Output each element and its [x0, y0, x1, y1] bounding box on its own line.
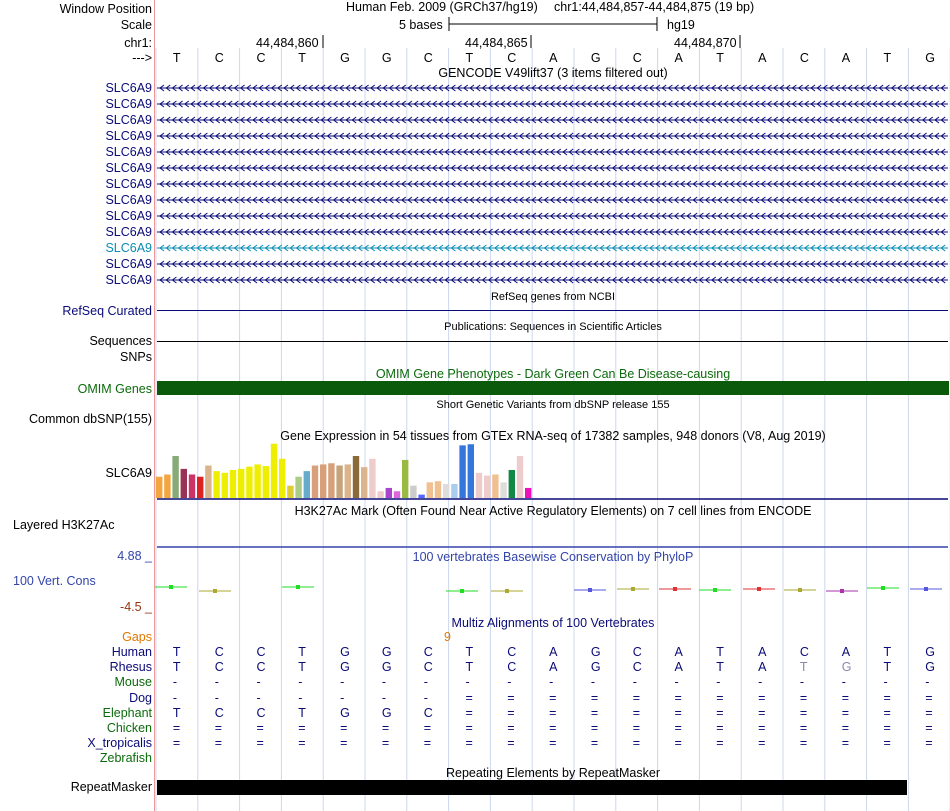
- gencode-transcript-label[interactable]: SLC6A9: [105, 161, 152, 175]
- dbsnp-track-label[interactable]: Common dbSNP(155): [29, 412, 152, 426]
- alignment-base: C: [423, 705, 433, 720]
- base-letter: C: [423, 51, 433, 65]
- gtex-bar: [263, 466, 269, 498]
- omim-track-title: OMIM Gene Phenotypes - Dark Green Can Be Disease-causing: [375, 367, 731, 381]
- alignment-base: =: [674, 736, 682, 751]
- position-title: chr1:44,484,857-44,484,875 (19 bp): [554, 0, 755, 14]
- alignment-base: =: [799, 705, 808, 720]
- phylop-score-mark: [840, 589, 844, 593]
- alignment-base: =: [590, 690, 599, 705]
- alignment-base: -: [256, 675, 261, 690]
- alignment-base: =: [214, 736, 222, 751]
- gtex-bar: [254, 464, 260, 498]
- alignment-base: C: [256, 705, 266, 720]
- base-letter: A: [758, 51, 767, 65]
- gtex-bar: [451, 484, 457, 498]
- phylop-track-title: 100 vertebrates Basewise Conservation by PhyloP: [412, 550, 694, 564]
- gtex-bar: [287, 486, 293, 498]
- scale-label: Scale: [120, 18, 152, 32]
- gtex-bar: [459, 445, 465, 498]
- species-label[interactable]: Rhesus: [109, 660, 152, 675]
- gencode-transcript-label[interactable]: SLC6A9: [105, 129, 152, 143]
- gencode-transcript-label[interactable]: SLC6A9: [105, 209, 152, 223]
- alignment-base: A: [674, 660, 683, 675]
- alignment-base: -: [172, 675, 178, 690]
- alignment-base: =: [716, 736, 724, 751]
- alignment-base: T: [172, 660, 181, 675]
- alignment-base: C: [632, 660, 642, 675]
- alignment-base: =: [674, 721, 682, 735]
- gtex-bar: [435, 481, 441, 498]
- species-label[interactable]: Mouse: [114, 675, 152, 690]
- alignment-base: -: [381, 690, 387, 705]
- gtex-bar: [295, 477, 301, 498]
- alignment-base: =: [925, 705, 933, 720]
- base-letter: A: [674, 51, 683, 65]
- repeatmasker-track-label[interactable]: RepeatMasker: [70, 780, 152, 794]
- scale-db: hg19: [667, 18, 695, 32]
- alignment-base: G: [381, 705, 392, 720]
- alignment-base: =: [883, 705, 891, 720]
- species-label[interactable]: Human: [111, 645, 152, 659]
- phylop-score-mark: [460, 589, 464, 593]
- alignment-base: -: [172, 690, 178, 705]
- alignment-base: =: [758, 721, 766, 735]
- base-letter: T: [172, 51, 181, 65]
- gtex-track-title: Gene Expression in 54 tissues from GTEx RNA-seq of 17382 samples, 948 donors (V8, Aug 2019): [280, 429, 826, 443]
- alignment-base: G: [590, 660, 601, 675]
- species-label[interactable]: Zebrafish: [99, 751, 152, 766]
- omim-bar: [157, 381, 949, 395]
- phylop-score-mark: [798, 588, 802, 592]
- gencode-transcript-label[interactable]: SLC6A9: [105, 177, 152, 191]
- gtex-bar: [386, 488, 392, 498]
- alignment-base: =: [925, 690, 933, 705]
- alignment-base: C: [214, 705, 224, 720]
- alignment-base: -: [256, 690, 261, 705]
- gtex-bar: [369, 459, 375, 498]
- alignment-base: =: [256, 736, 264, 751]
- alignment-base: =: [925, 721, 933, 735]
- gtex-bar: [353, 456, 359, 498]
- gtex-bar: [427, 482, 433, 498]
- alignment-base: T: [298, 705, 306, 720]
- alignment-base: =: [632, 705, 640, 720]
- gtex-bar: [156, 477, 162, 498]
- gtex-bar: [492, 474, 498, 498]
- alignment-base: -: [340, 690, 345, 705]
- gencode-transcript-label[interactable]: SLC6A9: [105, 193, 152, 207]
- alignment-base: -: [841, 675, 846, 690]
- base-letter: T: [298, 51, 306, 65]
- species-label[interactable]: Elephant: [102, 705, 152, 720]
- alignment-base: -: [381, 675, 387, 690]
- alignment-base: T: [172, 705, 181, 720]
- alignment-base: T: [883, 660, 892, 675]
- base-letter: A: [549, 51, 558, 65]
- alignment-base: -: [925, 675, 930, 690]
- gtex-bar: [418, 495, 424, 498]
- gtex-bar: [476, 473, 482, 498]
- phylop-score-mark: [881, 586, 885, 590]
- alignment-base: C: [799, 645, 809, 659]
- publications-track-title: Publications: Sequences in Scientific Articles: [444, 321, 662, 333]
- gtex-bar: [213, 471, 219, 498]
- alignment-base: G: [340, 705, 350, 720]
- ruler-tick-label: 44,484,860: [256, 36, 319, 50]
- alignment-base: =: [549, 690, 557, 705]
- base-letter: C: [507, 51, 517, 65]
- gencode-track-title: GENCODE V49lift37 (3 items filtered out): [438, 66, 668, 80]
- alignment-base: G: [925, 660, 936, 675]
- alignment-base: -: [298, 690, 303, 705]
- alignment-base: A: [674, 645, 683, 659]
- alignment-base: T: [716, 645, 724, 659]
- alignment-base: A: [549, 660, 558, 675]
- phylop-score-mark: [169, 585, 173, 589]
- base-letter: G: [381, 51, 392, 65]
- alignment-base: G: [381, 660, 392, 675]
- phylop-track-label[interactable]: 100 Vert. Cons: [13, 574, 96, 588]
- alignment-base: =: [758, 705, 766, 720]
- alignment-base: =: [799, 721, 808, 735]
- alignment-base: =: [883, 721, 891, 735]
- gtex-bar: [328, 463, 334, 498]
- alignment-base: =: [340, 736, 348, 751]
- gtex-bar: [304, 471, 310, 498]
- phylop-score-mark: [757, 587, 761, 591]
- alignment-base: =: [758, 690, 766, 705]
- alignment-base: =: [507, 721, 515, 735]
- phylop-score-mark: [213, 589, 217, 593]
- species-label[interactable]: Dog: [129, 690, 152, 705]
- alignment-base: G: [340, 660, 350, 675]
- gtex-bar: [197, 477, 203, 498]
- alignment-base: =: [423, 721, 431, 735]
- alignment-base: T: [465, 660, 474, 675]
- alignment-base: =: [841, 705, 849, 720]
- phylop-score-mark: [296, 585, 300, 589]
- alignment-base: =: [799, 690, 808, 705]
- gencode-transcript-label[interactable]: SLC6A9: [105, 257, 152, 271]
- alignment-base: =: [758, 736, 766, 751]
- alignment-base: =: [298, 736, 306, 751]
- alignment-base: =: [590, 721, 599, 735]
- alignment-base: T: [298, 645, 306, 659]
- alignment-base: =: [716, 721, 724, 735]
- alignment-base: -: [716, 675, 721, 690]
- gtex-bar: [402, 460, 408, 498]
- alignment-base: =: [298, 721, 306, 735]
- alignment-base: =: [716, 690, 724, 705]
- repeatmasker-bar: [157, 780, 907, 795]
- repeatmasker-track-title: Repeating Elements by RepeatMasker: [445, 766, 660, 780]
- phylop-score-mark: [673, 587, 677, 591]
- base-letter: C: [799, 51, 809, 65]
- alignment-base: =: [423, 736, 431, 751]
- alignment-base: A: [549, 645, 558, 659]
- alignment-base: =: [507, 736, 515, 751]
- gencode-transcript-label[interactable]: SLC6A9: [105, 273, 152, 287]
- gtex-bar: [172, 456, 178, 498]
- phylop-score-mark: [631, 587, 635, 591]
- phylop-score-mark: [588, 588, 592, 592]
- alignment-base: C: [423, 645, 433, 659]
- gtex-bar: [238, 469, 244, 498]
- alignment-base: C: [632, 645, 642, 659]
- h3k27ac-track-label[interactable]: Layered H3K27Ac: [13, 518, 115, 532]
- species-label[interactable]: X_tropicalis: [87, 736, 152, 751]
- alignment-base: =: [549, 736, 557, 751]
- gtex-bar: [312, 466, 318, 498]
- alignment-base: -: [507, 675, 512, 690]
- alignment-base: C: [507, 645, 517, 659]
- alignment-base: -: [799, 675, 805, 690]
- alignment-base: -: [632, 675, 637, 690]
- gtex-bar: [500, 482, 506, 498]
- gencode-transcript-label[interactable]: SLC6A9: [105, 81, 152, 95]
- gtex-bar: [181, 469, 187, 498]
- alignment-base: -: [423, 675, 428, 690]
- gtex-track-label[interactable]: SLC6A9: [105, 466, 152, 480]
- alignment-base: G: [381, 645, 392, 659]
- alignment-base: T: [172, 645, 181, 659]
- alignment-base: =: [507, 705, 515, 720]
- gtex-bar: [517, 456, 523, 498]
- alignment-base: =: [590, 736, 599, 751]
- base-letter: C: [214, 51, 224, 65]
- alignment-base: =: [340, 721, 348, 735]
- alignment-base: G: [590, 645, 601, 659]
- alignment-base: -: [214, 690, 219, 705]
- alignment-base: =: [841, 690, 849, 705]
- gencode-transcript-label[interactable]: SLC6A9: [105, 241, 152, 255]
- base-letter: A: [841, 51, 851, 65]
- alignment-base: =: [549, 705, 557, 720]
- refseq-track-label[interactable]: RefSeq Curated: [62, 304, 152, 318]
- alignment-base: =: [381, 736, 390, 751]
- alignment-base: =: [674, 690, 682, 705]
- base-letter: C: [256, 51, 266, 65]
- snps-track-label[interactable]: SNPs: [120, 350, 152, 364]
- phylop-score-mark: [713, 588, 717, 592]
- gtex-bar: [509, 470, 515, 498]
- alignment-base: =: [632, 690, 640, 705]
- alignment-base: =: [549, 721, 557, 735]
- scale-text: 5 bases: [399, 18, 443, 32]
- base-letter: T: [883, 51, 892, 65]
- base-letter: G: [925, 51, 936, 65]
- strand-label: --->: [132, 51, 152, 65]
- alignment-base: T: [799, 660, 808, 675]
- gtex-bar: [246, 467, 252, 498]
- publications-track-label[interactable]: Sequences: [89, 334, 152, 348]
- alignment-base: A: [841, 645, 851, 659]
- gtex-bar: [164, 474, 170, 498]
- gaps-value: 9: [444, 630, 451, 644]
- omim-track-label[interactable]: OMIM Genes: [77, 382, 152, 396]
- gtex-bar: [345, 464, 351, 498]
- alignment-base: C: [423, 660, 433, 675]
- refseq-track-title: RefSeq genes from NCBI: [490, 291, 616, 303]
- alignment-base: A: [758, 660, 767, 675]
- alignment-base: G: [841, 660, 852, 675]
- gtex-bar: [361, 467, 367, 498]
- multiz-track-title: Multiz Alignments of 100 Vertebrates: [451, 616, 655, 630]
- gtex-bar: [222, 473, 228, 498]
- alignment-base: -: [465, 675, 470, 690]
- alignment-base: =: [590, 705, 599, 720]
- base-letter: G: [590, 51, 601, 65]
- chrom-label: chr1:: [124, 36, 152, 50]
- alignment-base: -: [883, 675, 888, 690]
- phylop-ymax-label: 4.88 _: [117, 549, 152, 563]
- phylop-ymin-label: -4.5 _: [120, 600, 152, 614]
- phylop-score-mark: [505, 589, 509, 593]
- gtex-bar: [443, 484, 449, 498]
- alignment-base: C: [256, 645, 266, 659]
- gencode-transcript-label[interactable]: SLC6A9: [105, 113, 152, 127]
- alignment-base: =: [716, 705, 724, 720]
- alignment-base: C: [214, 660, 224, 675]
- alignment-base: =: [381, 721, 390, 735]
- ruler-tick-label: 44,484,870: [674, 36, 737, 50]
- gtex-bar: [336, 466, 342, 498]
- alignment-base: =: [465, 736, 473, 751]
- assembly-title: Human Feb. 2009 (GRCh37/hg19): [346, 0, 538, 14]
- alignment-base: =: [841, 736, 849, 751]
- gtex-bar: [230, 470, 236, 498]
- h3k27ac-track-title: H3K27Ac Mark (Often Found Near Active Regulatory Elements) on 7 cell lines from ENCODE: [294, 504, 812, 518]
- alignment-base: C: [256, 660, 266, 675]
- alignment-base: T: [883, 645, 892, 659]
- gtex-bar: [525, 488, 531, 498]
- alignment-base: =: [674, 705, 682, 720]
- gtex-bar: [484, 476, 490, 498]
- base-letter: T: [716, 51, 724, 65]
- gtex-bar: [189, 474, 195, 498]
- alignment-base: =: [799, 736, 808, 751]
- alignment-base: -: [590, 675, 596, 690]
- gencode-transcript-label[interactable]: SLC6A9: [105, 97, 152, 111]
- alignment-base: G: [340, 645, 350, 659]
- alignment-base: -: [549, 675, 554, 690]
- alignment-base: -: [340, 675, 345, 690]
- alignment-base: T: [716, 660, 724, 675]
- alignment-base: =: [172, 721, 181, 735]
- gtex-bar: [410, 486, 416, 498]
- alignment-base: =: [256, 721, 264, 735]
- alignment-base: =: [841, 721, 849, 735]
- alignment-base: -: [674, 675, 679, 690]
- alignment-base: =: [632, 736, 640, 751]
- alignment-base: =: [632, 721, 640, 735]
- gtex-bar: [377, 491, 383, 498]
- base-letter: T: [465, 51, 474, 65]
- gtex-bar: [320, 464, 326, 498]
- ruler-tick-label: 44,484,865: [465, 36, 528, 50]
- phylop-score-mark: [924, 587, 928, 591]
- dbsnp-track-title: Short Genetic Variants from dbSNP release 155: [436, 399, 670, 411]
- gencode-transcript-label[interactable]: SLC6A9: [105, 145, 152, 159]
- base-letter: G: [340, 51, 350, 65]
- window-position-label: Window Position: [59, 2, 152, 16]
- alignment-base: =: [883, 736, 891, 751]
- alignment-base: =: [465, 705, 473, 720]
- alignment-base: =: [883, 690, 891, 705]
- gtex-bar: [271, 444, 277, 498]
- alignment-base: =: [214, 721, 222, 735]
- gtex-bar: [394, 491, 400, 498]
- alignment-base: =: [925, 736, 933, 751]
- alignment-base: T: [465, 645, 474, 659]
- gtex-bar: [279, 459, 285, 498]
- alignment-base: -: [423, 690, 428, 705]
- alignment-base: =: [507, 690, 515, 705]
- alignment-base: C: [214, 645, 224, 659]
- alignment-base: =: [465, 721, 473, 735]
- alignment-base: G: [925, 645, 936, 659]
- alignment-base: -: [758, 675, 763, 690]
- alignment-base: =: [172, 736, 181, 751]
- alignment-base: A: [758, 645, 767, 659]
- gtex-bar: [468, 444, 474, 498]
- alignment-base: -: [298, 675, 303, 690]
- gtex-bar: [205, 466, 211, 498]
- alignment-base: =: [465, 690, 473, 705]
- base-letter: C: [632, 51, 642, 65]
- alignment-base: C: [507, 660, 517, 675]
- alignment-base: T: [298, 660, 306, 675]
- alignment-base: -: [214, 675, 219, 690]
- gencode-transcript-label[interactable]: SLC6A9: [105, 225, 152, 239]
- species-label[interactable]: Chicken: [106, 721, 152, 735]
- gaps-label: Gaps: [122, 630, 152, 644]
